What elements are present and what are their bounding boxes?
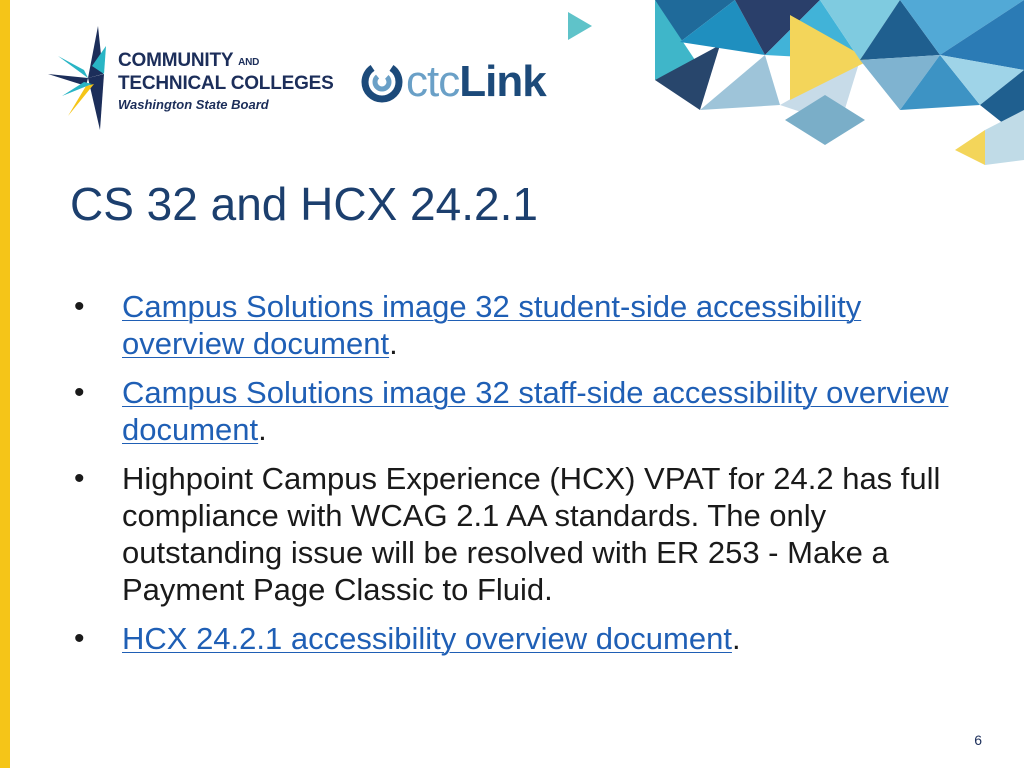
hcx-accessibility-doc-link[interactable]: HCX 24.2.1 accessibility overview document — [122, 621, 732, 656]
ctclink-swirl-icon — [360, 58, 404, 106]
bullet-item — [72, 620, 992, 657]
slide-title: CS 32 and HCX 24.2.1 — [70, 178, 538, 230]
community-technical-colleges-logo — [48, 26, 348, 130]
logo-line-technical-colleges: TECHNICAL COLLEGES — [118, 73, 334, 94]
hcx-vpat-text: Highpoint Campus Experience (HCX) VPAT for 24.2 has full compliance with WCAG 2.1 AA standards. The only outstanding issue will be resolved with ER 253 - Make a Payment Page Classic to Fluid. — [122, 461, 941, 607]
decorative-triangles-graphic — [560, 0, 1024, 175]
left-accent-bar — [0, 0, 10, 768]
logo-line-state-board: Washington State Board — [118, 97, 269, 112]
bullet-dot: • — [74, 290, 85, 323]
bullet-dot: • — [74, 622, 85, 655]
logo-line-community: COMMUNITY AND — [118, 50, 260, 71]
bullet-dot: • — [74, 376, 85, 409]
bullet-suffix: . — [389, 326, 398, 361]
bullet-item — [72, 460, 992, 608]
starburst-icon — [48, 26, 108, 130]
bullet-suffix: . — [258, 412, 267, 447]
bullet-suffix: . — [731, 621, 741, 656]
bullet-list — [72, 288, 992, 669]
ctclink-wordmark: ctcLink — [406, 57, 546, 106]
bullet-item — [72, 374, 992, 448]
ctclink-logo — [360, 56, 580, 108]
bullet-item — [72, 288, 992, 362]
cs32-student-doc-link[interactable]: Campus Solutions image 32 student-side accessibility overview document — [122, 289, 862, 361]
cs32-staff-doc-link[interactable]: Campus Solutions image 32 staff-side accessibility overview document — [122, 375, 949, 447]
page-number: 6 — [974, 732, 982, 748]
bullet-dot: • — [74, 462, 85, 495]
